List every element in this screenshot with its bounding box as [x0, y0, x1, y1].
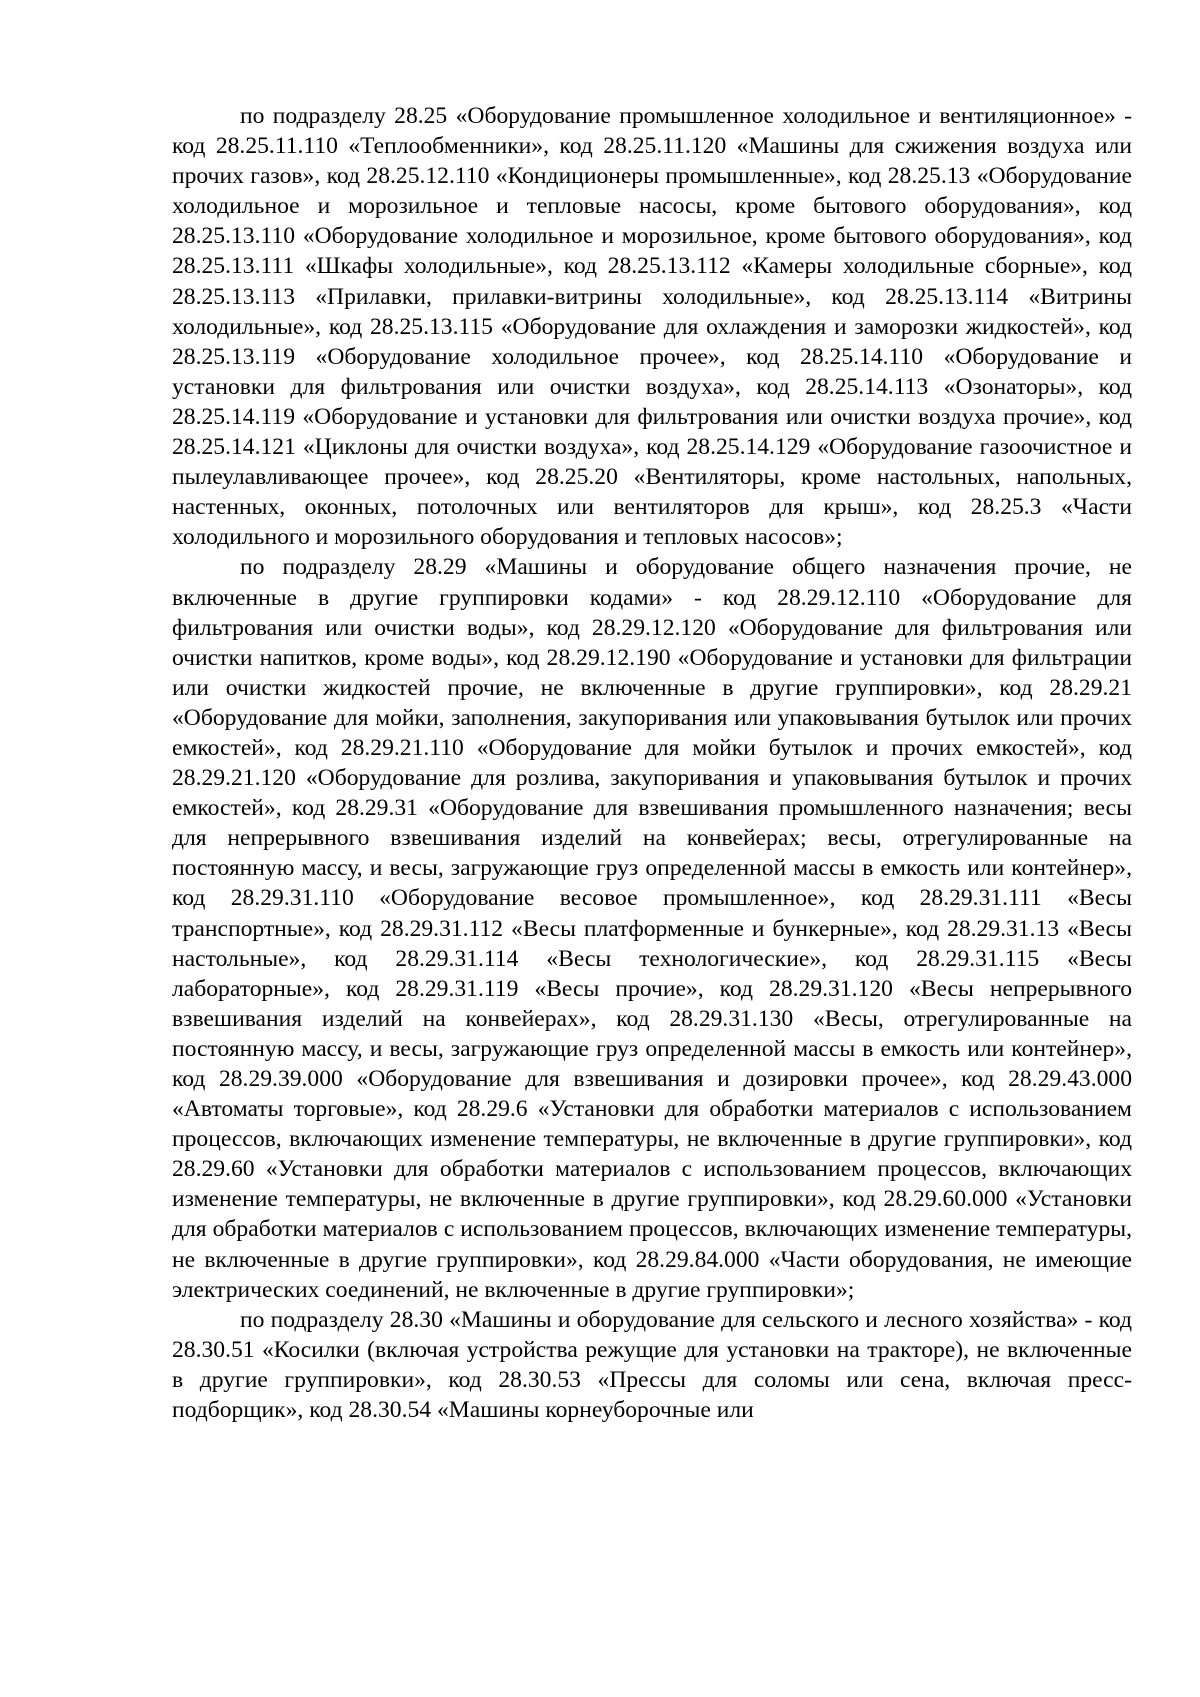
paragraph-subsection-28-30: по подразделу 28.30 «Машины и оборудование для сельского и лесного хозяйства» - код 28.30.51 «Косилки (включая устройства режущие для установки на тракторе), не включенные в другие группировки», код 28.30.53 «Прессы для соломы или сена, включая пресс-подборщик», код 28.30.54 «Машины корнеуборочные или — [172, 1306, 1132, 1424]
paragraph-subsection-28-29: по подразделу 28.29 «Машины и оборудование общего назначения прочие, не включенные в другие группировки кодами» - код 28.29.12.110 «Оборудование для фильтрования или очистки воды», код 28.29.12.120 «Оборудование для фильтрования или очистки напитков, кроме воды», код 28.29.12.190 «Оборудование и установки для фильтрации или очистки жидкостей прочие, не включенные в другие группировки», код 28.29.21 «Оборудование для мойки, заполнения, закупоривания или упаковывания бутылок или прочих емкостей», код 28.29.21.110 «Оборудование для мойки бутылок и прочих емкостей», код 28.29.21.120 «Оборудование для розлива, закупоривания и упаковывания бутылок и прочих емкостей», код 28.29.31 «Оборудование для взвешивания промышленного назначения; весы для непрерывного взвешивания изделий на конвейерах; весы, отрегулированные на постоянную массу, и весы, загружающие груз определенной массы в емкость или контейнер», код 28.29.31.110 «Оборудование весовое промышленное», код 28.29.31.111 «Весы транспортные», код 28.29.31.112 «Весы платформенные и бункерные», код 28.29.31.13 «Весы настольные», код 28.29.31.114 «Весы технологические», код 28.29.31.115 «Весы лабораторные», код 28.29.31.119 «Весы прочие», код 28.29.31.120 «Весы непрерывного взвешивания изделий на конвейерах», код 28.29.31.130 «Весы, отрегулированные на постоянную массу, и весы, загружающие груз определенной массы в емкость или контейнер», код 28.29.39.000 «Оборудование для взвешивания и дозировки прочее», код 28.29.43.000 «Автоматы торговые», код 28.29.6 «Установки для обработки материалов с использованием процессов, включающих изменение температуры, не включенные в другие группировки», код 28.29.60 «Установки для обработки материалов с использованием процессов, включающих изменение температуры, не включенные в другие группировки», код 28.29.60.000 «Установки для обработки материалов с использованием процессов, включающих изменение температуры, не включенные в другие группировки», код 28.29.84.000 «Части оборудования, не имеющие электрических соединений, не включенные в другие группировки»; — [172, 554, 1132, 1303]
paragraph-subsection-28-25: по подразделу 28.25 «Оборудование промышленное холодильное и вентиляционное» - код 28.25.11.110 «Теплообменники», код 28.25.11.120 «Машины для сжижения воздуха или прочих газов», код 28.25.12.110 «Кондиционеры промышленные», код 28.25.13 «Оборудование холодильное и морозильное и тепловые насосы, кроме бытового оборудования», код 28.25.13.110 «Оборудование холодильное и морозильное, кроме бытового оборудования», код 28.25.13.111 «Шкафы холодильные», код 28.25.13.112 «Камеры холодильные сборные», код 28.25.13.113 «Прилавки, прилавки-витрины холодильные», код 28.25.13.114 «Витрины холодильные», код 28.25.13.115 «Оборудование для охлаждения и заморозки жидкостей», код 28.25.13.119 «Оборудование холодильное прочее», код 28.25.14.110 «Оборудование и установки для фильтрования или очистки воздуха», код 28.25.14.113 «Озонаторы», код 28.25.14.119 «Оборудование и установки для фильтрования или очистки воздуха прочие», код 28.25.14.121 «Циклоны для очистки воздуха», код 28.25.14.129 «Оборудование газоочистное и пылеулавливающее прочее», код 28.25.20 «Вентиляторы, кроме настольных, напольных, настенных, оконных, потолочных или вентиляторов для крыш», код 28.25.3 «Части холодильного и морозильного оборудования и тепловых насосов»; — [172, 103, 1132, 551]
